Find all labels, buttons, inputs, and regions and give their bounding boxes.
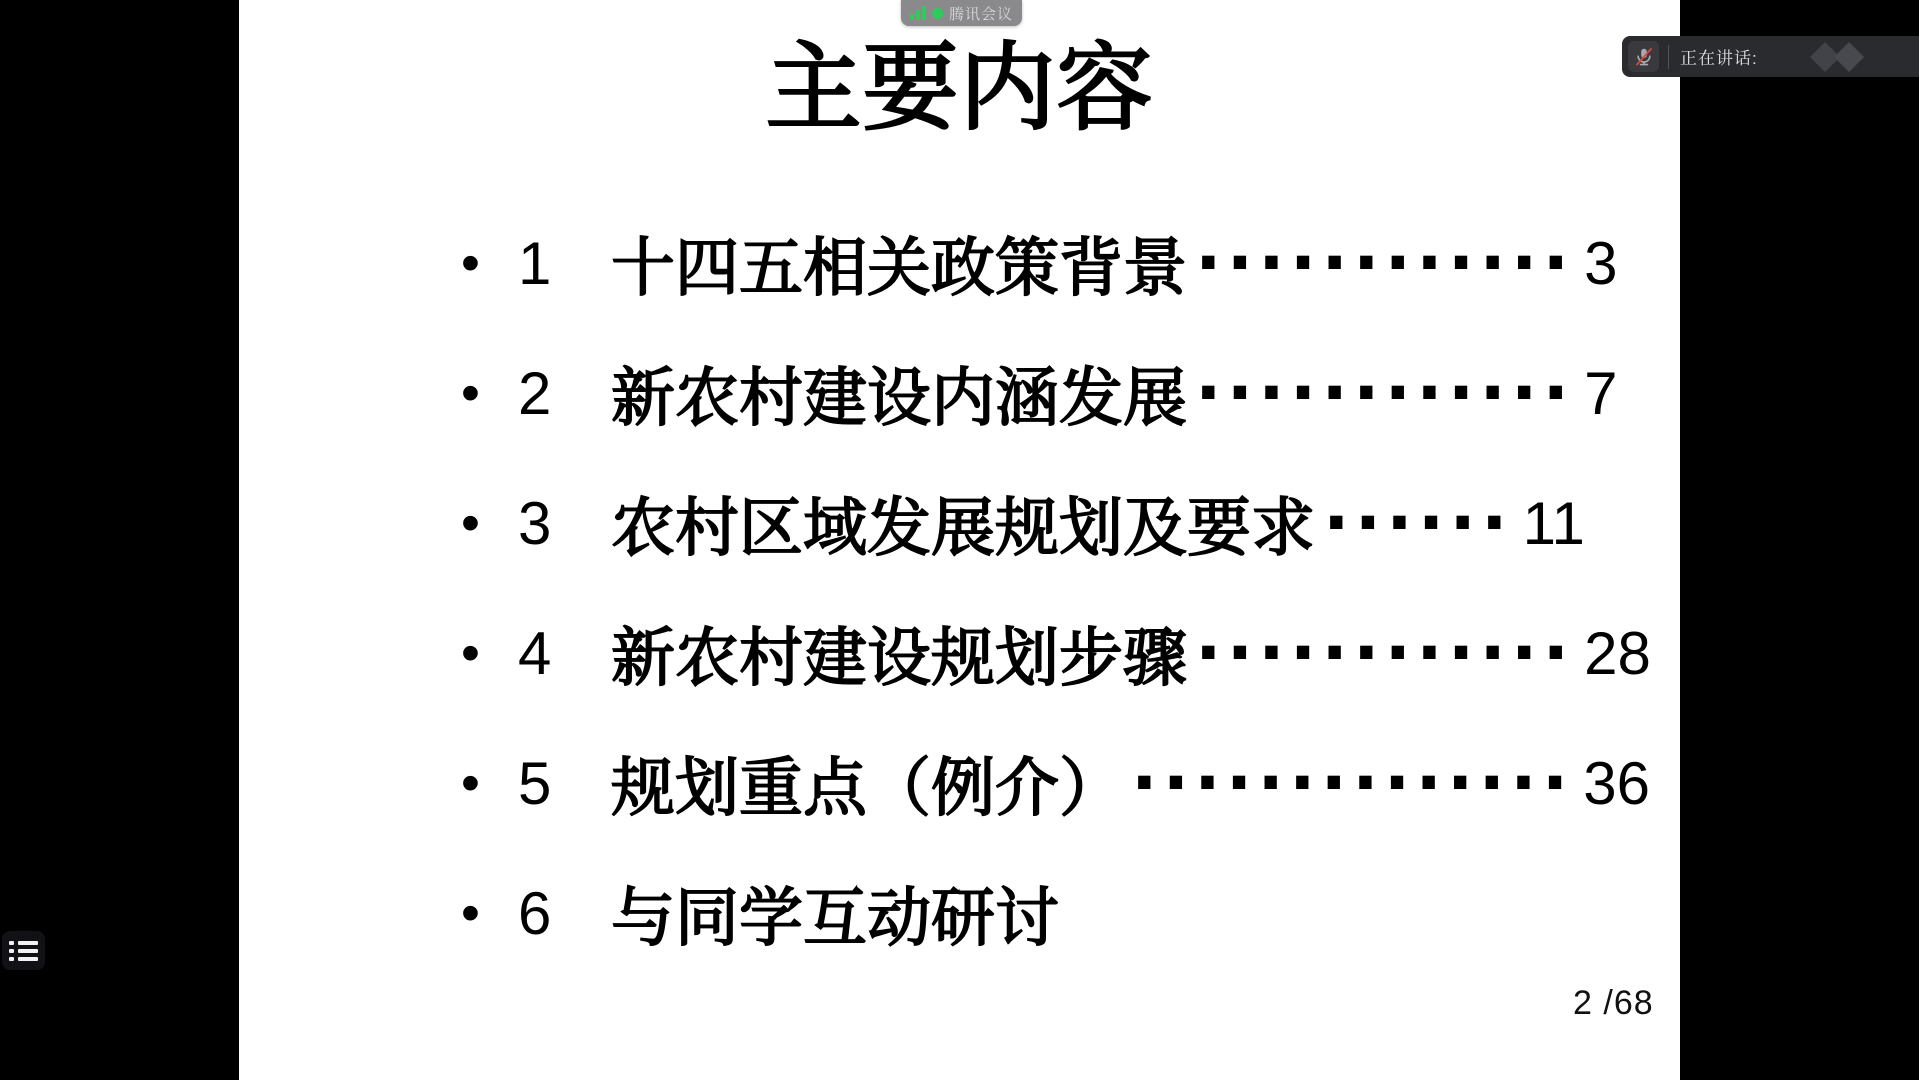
bullet-icon: •	[461, 363, 480, 423]
toc-item-2	[461, 328, 1620, 458]
speaking-label: 正在讲话:	[1680, 49, 1758, 68]
toc-item-number: 3	[518, 489, 552, 557]
bullet-icon: •	[461, 883, 480, 943]
toc-page-number: 28	[1584, 619, 1651, 687]
toc-item-6	[461, 848, 1620, 978]
toc-dots-leader: ············	[1195, 352, 1575, 434]
toc-dots-leader: ··············	[1131, 742, 1574, 824]
toc-page-number: 3	[1584, 229, 1618, 297]
toc-dots-leader: ············	[1195, 222, 1575, 304]
toc-list	[461, 198, 1651, 978]
toc-item-1	[461, 198, 1620, 328]
toc-item-text: 十四五相关政策背景	[611, 233, 1187, 304]
divider	[1668, 45, 1669, 69]
slide-title: 主要内容	[765, 35, 1154, 142]
green-status-dot-icon	[932, 8, 943, 19]
toc-item-text: 农村区域发展规划及要求	[611, 493, 1315, 564]
toc-item-number: 4	[518, 619, 552, 687]
signal-bars-icon	[910, 6, 926, 20]
toc-dots-leader: ············	[1195, 612, 1575, 694]
outline-toggle-button[interactable]	[2, 931, 45, 970]
bullet-icon: •	[461, 493, 480, 553]
toc-item-text: 与同学互动研讨	[611, 883, 1059, 954]
slide-page-indicator	[1573, 984, 1654, 1023]
toc-item-3	[461, 458, 1620, 588]
mic-muted-icon	[1633, 46, 1655, 68]
bullet-icon: •	[461, 233, 480, 293]
bullet-icon: •	[461, 623, 480, 683]
current-page: 2	[1573, 984, 1593, 1022]
toc-page-number: 11	[1522, 489, 1585, 557]
toc-item-5	[461, 718, 1651, 848]
toc-item-text: 规划重点（例介）	[611, 753, 1123, 824]
toc-dots-leader: ······	[1323, 482, 1513, 564]
total-pages: /68	[1603, 984, 1654, 1022]
outline-list-icon	[9, 941, 38, 961]
toc-page-number: 7	[1584, 359, 1618, 427]
toc-item-4	[461, 588, 1651, 718]
toc-item-number: 1	[518, 229, 552, 297]
toc-item-number: 5	[518, 749, 552, 817]
toc-item-text: 新农村建设内涵发展	[611, 363, 1187, 434]
screen-share-badge[interactable]	[901, 0, 1022, 26]
toc-item-number: 6	[518, 879, 552, 947]
speaking-status-bar	[1622, 36, 1919, 77]
share-badge-app-name: 腾讯会议	[948, 5, 1013, 23]
meeting-logo-watermark-icon	[1804, 41, 1876, 73]
toc-page-number: 36	[1583, 749, 1651, 817]
toc-item-text: 新农村建设规划步骤	[611, 623, 1187, 694]
bullet-icon: •	[461, 753, 480, 813]
toc-item-number: 2	[518, 359, 552, 427]
shared-slide	[239, 0, 1680, 1080]
mute-button[interactable]	[1628, 41, 1659, 72]
